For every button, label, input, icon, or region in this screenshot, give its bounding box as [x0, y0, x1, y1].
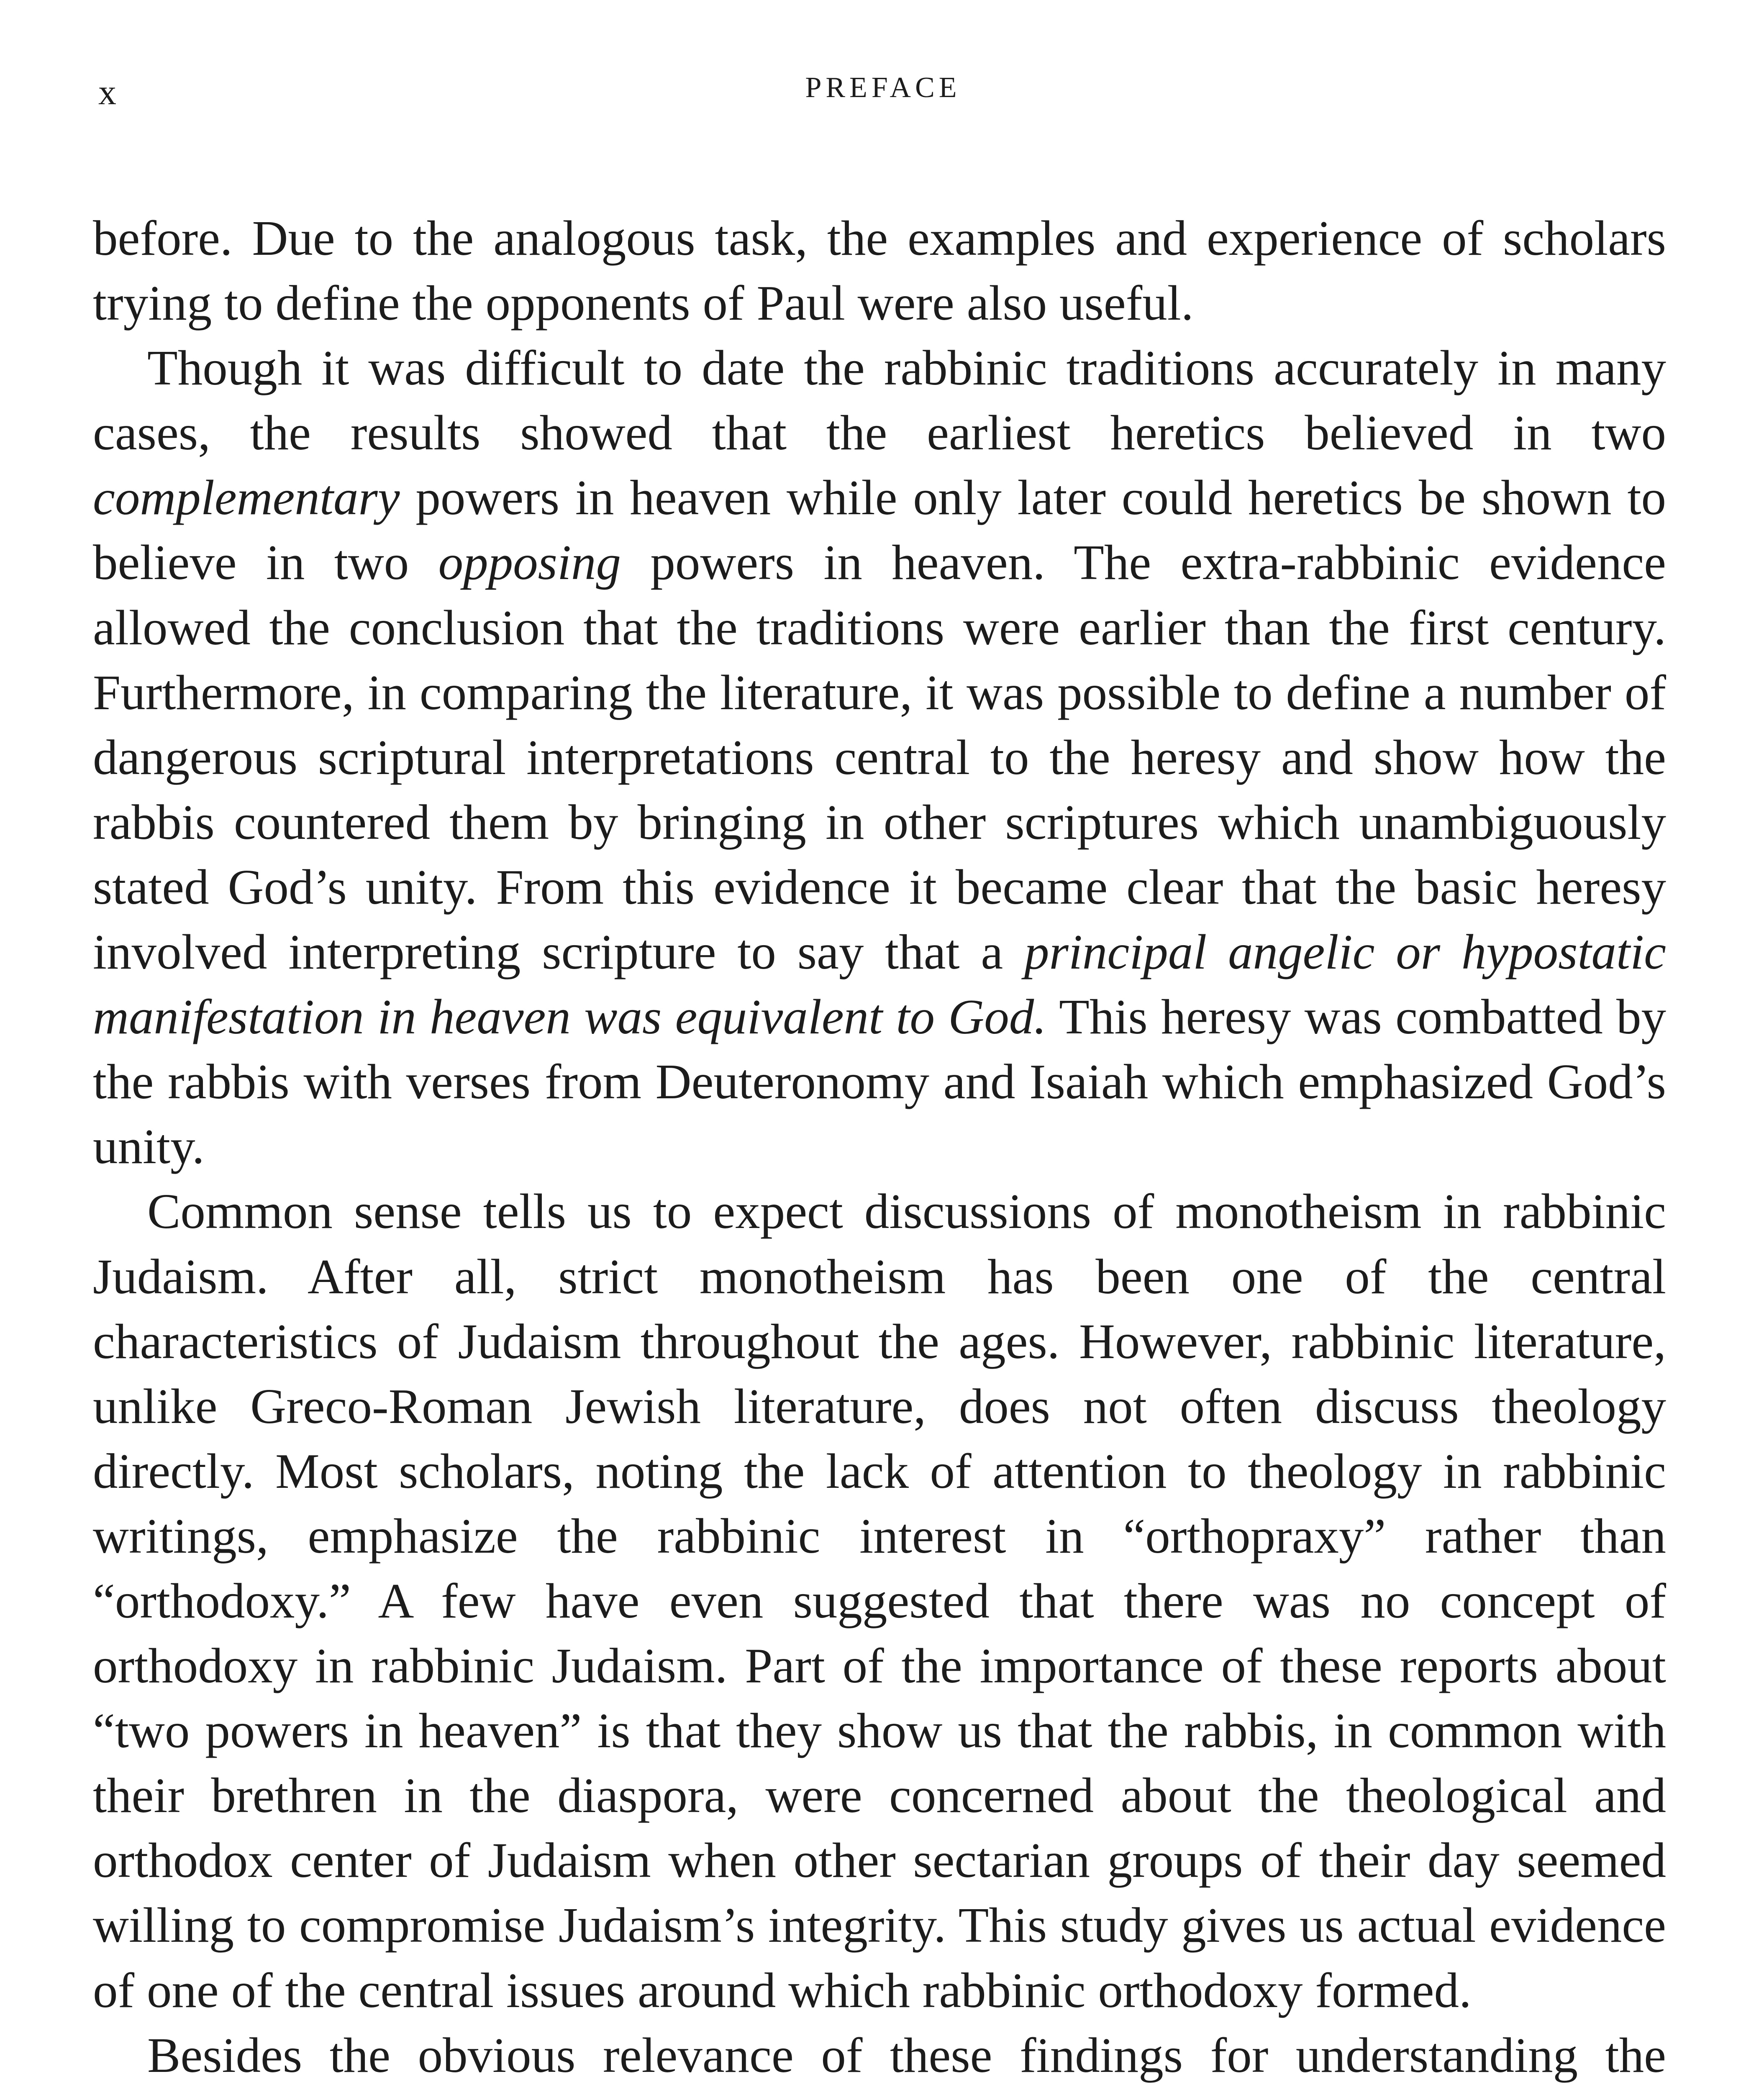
italic-term-complementary: complementary: [93, 470, 400, 526]
running-head: PREFACE: [805, 72, 961, 104]
paragraph-text: This heresy was combatted by the rabbis with verses from Deuteronomy and Isaiah which emphasized God’s unity.: [93, 989, 1666, 1174]
body-text: [93, 206, 1666, 2092]
paragraph-text: powers in heaven. The extra-rabbinic evidence allowed the conclusion that the traditions were earlier than the first century. Furthermore, in comparing the literature, it was possible to define a number of dangerous scriptural interpretations central to the heresy and show how the rabbis countered them by bringing in other scriptures which unambiguously stated God’s unity. From this evidence it became clear that the basic heresy involved interpreting scripture to say that a: [93, 535, 1666, 980]
paragraph-monotheism: [93, 1179, 1666, 2023]
italic-heresy-definition: principal angelic or hypostatic manifestation in heaven was equivalent to God.: [93, 924, 1666, 1045]
paragraph-continuation: [93, 206, 1666, 336]
italic-term-opposing: opposing: [438, 535, 621, 590]
paragraph-ramifications: [93, 2023, 1666, 2092]
paragraph-dating-traditions: [93, 336, 1666, 1179]
paragraph-text: before. Due to the analogous task, the examples and experience of scholars trying to define the opponents of Paul were also useful.: [93, 210, 1666, 331]
paragraph-text: Common sense tells us to expect discussions of monotheism in rabbinic Judaism. After all, strict monotheism has been one of the central characteristics of Judaism throughout the ages. However, rabbinic literature, unlike Greco-Roman Jewish literature, does not often discuss theology directly. Most scholars, noting the lack of attention to theology in rabbinic writings, emphasize the rabbinic interest in “orthopraxy” rather than “orthodoxy.” A few have even suggested that there was no concept of orthodoxy in rabbinic Judaism. Part of the importance of these reports about “two powers in heaven” is that they show us that the rabbis, in common with their brethren in the diaspora, were concerned about the theological and orthodox center of Judaism when other sectarian groups of their day seemed willing to compromise Judaism’s integrity. This study gives us actual evidence of one of the central issues around which rabbinic orthodoxy formed.: [93, 1184, 1666, 2018]
paragraph-text: Though it was difficult to date the rabbinic traditions accurately in many cases, the results showed that the earliest heretics believed in two: [93, 340, 1666, 461]
paragraph-text: Besides the obvious relevance of these findings for understanding the: [147, 2027, 1666, 2083]
page-number: x: [98, 72, 118, 112]
paragraph-text: powers in heaven while only later could heretics be shown to believe in two: [93, 470, 1666, 590]
page-header: [98, 71, 1668, 117]
